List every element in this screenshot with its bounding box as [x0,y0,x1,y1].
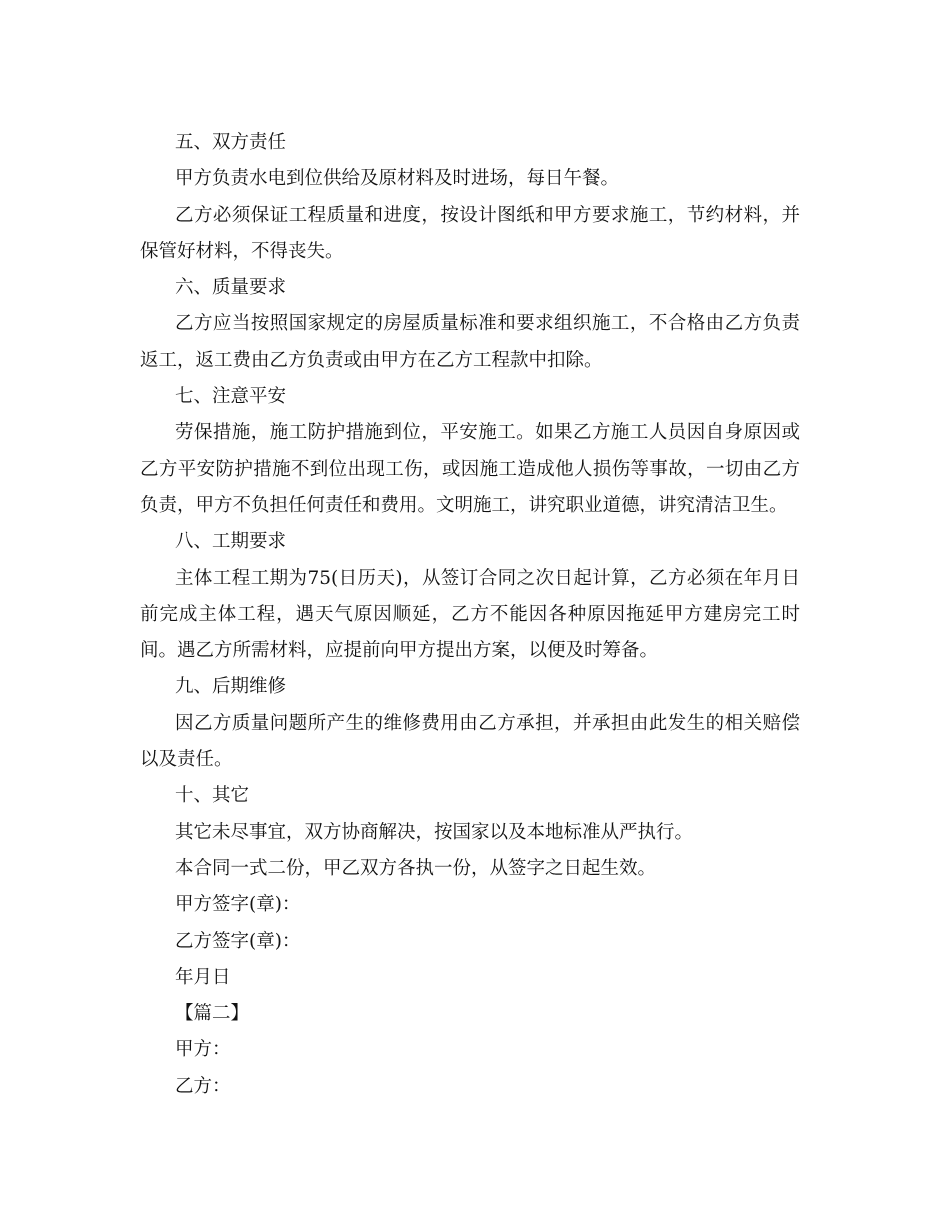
paragraph: 劳保措施，施工防护措施到位，平安施工。如果乙方施工人员因自身原因或乙方平安防护措施不到位出现工伤，或因施工造成他人损伤等事故，一切由乙方负责，甲方不负担任何责任和费用。文明施工，讲究职业道德，讲究清洁卫生。 [140,422,800,516]
section-heading-safety: 七、注意平安 [175,386,287,408]
section-heading-quality: 六、质量要求 [175,277,287,299]
section-heading-schedule: 八、工期要求 [175,531,287,553]
section-heading-responsibilities: 五、双方责任 [175,132,287,153]
paragraph: 甲方负责水电到位供给及原材料及时进场，每日午餐。 [175,168,620,190]
paragraph: 乙方必须保证工程质量和进度，按设计图纸和甲方要求施工，节约材料，并保管好材料，不得丧失。 [140,204,800,262]
paragraph: 乙方应当按照国家规定的房屋质量标准和要求组织施工，不合格由乙方负责返工，返工费由乙方负责或由甲方在乙方工程款中扣除。 [140,313,800,371]
party-a-line: 甲方： [175,1039,231,1061]
paragraph: 其它未尽事宜，双方协商解决，按国家以及本地标准从严执行。 [175,821,694,843]
part-two-heading: 【篇二】 [175,1003,250,1025]
paragraph: 主体工程工期为75(日历天)，从签订合同之次日起计算，乙方必须在年月日前完成主体工程，遇天气原因顺延，乙方不能因各种原因拖延甲方建房完工时间。遇乙方所需材料，应提前向甲方提出方案，以便及时筹备。 [140,567,800,662]
document-body [140,125,800,1105]
section-heading-maintenance: 九、后期维修 [175,676,287,698]
party-a-signature-line: 甲方签字(章)： [175,894,301,916]
paragraph: 因乙方质量问题所产生的维修费用由乙方承担，并承担由此发生的相关赔偿以及责任。 [140,712,800,771]
section-heading-other: 十、其它 [175,785,250,807]
party-b-line: 乙方： [175,1075,231,1097]
party-b-signature-line: 乙方签字(章)： [175,930,301,952]
date-line: 年月日 [175,966,231,988]
paragraph: 本合同一式二份，甲乙双方各执一份，从签字之日起生效。 [175,857,657,879]
